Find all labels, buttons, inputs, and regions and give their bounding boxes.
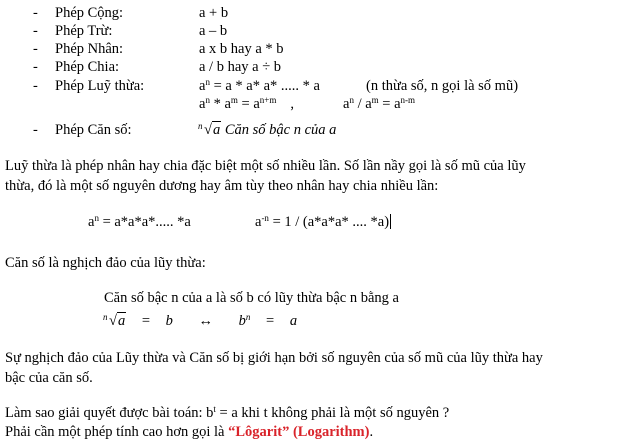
op-expr-subtraction: a – b [199, 23, 228, 39]
exponent: m [371, 95, 379, 105]
root-index: n [103, 312, 108, 322]
formula-positive-power [88, 214, 191, 231]
var-b: b [165, 313, 173, 329]
exponent: m [230, 95, 238, 105]
op-name-power: Phép Luỹ thừa: [55, 78, 145, 94]
operator: * a [209, 96, 231, 112]
radicand: a [212, 122, 221, 138]
root-definition-formula [104, 313, 297, 330]
exponent: n+m [259, 95, 277, 105]
root-description: Căn số bậc n của a [221, 122, 337, 138]
radical-sign: n √a [104, 313, 126, 330]
text-cursor [390, 214, 391, 229]
equals: = [266, 313, 275, 329]
power-note: (n thừa số, n gọi là số mũ) [366, 78, 519, 94]
logarithm-line [5, 424, 373, 441]
formula-negative-power [255, 214, 391, 231]
bullet-dash: - [33, 59, 38, 75]
equals: = a [237, 96, 260, 112]
product-expansion: = a*a*a*..... *a [98, 214, 191, 230]
paragraph-power-line1: Luỹ thừa là phép nhân hay chia đặc biệt một số nhiều lần. Số lần nầy gọi là số mũ của lũy [5, 158, 526, 174]
question-rest: = a khi t không phải là một số nguyên ? [215, 405, 450, 421]
logarithm-term: “Lôgarit” (Logarithm) [228, 424, 370, 440]
power-formula-line2 [199, 96, 294, 113]
bullet-dash: - [33, 41, 38, 57]
var-a: a [289, 313, 298, 329]
reciprocal-expansion: = 1 / (a*a*a* .... *a) [268, 214, 390, 230]
base-a: a [199, 96, 206, 112]
paragraph-power-line2: thừa, đó là một số nguyên dương hay âm tùy theo nhân hay chia nhiều lần: [5, 178, 439, 194]
op-name-division: Phép Chia: [55, 59, 120, 75]
exponent: n [94, 213, 99, 223]
operator: / a [353, 96, 372, 112]
root-formula [199, 122, 336, 139]
op-expr-multiplication: a x b hay a * b [199, 41, 284, 57]
equals: = [141, 313, 151, 329]
exponent: n [245, 312, 251, 322]
paragraph-inverse-line2: bậc của căn số. [5, 370, 93, 386]
power-formula-line1 [199, 78, 320, 95]
exponent: t [213, 404, 216, 414]
bullet-dash: - [33, 23, 38, 39]
op-name-multiplication: Phép Nhân: [55, 41, 124, 57]
op-name-root: Phép Căn số: [55, 122, 132, 138]
op-expr-division: a / b hay a ÷ b [199, 59, 282, 75]
question-line [5, 405, 449, 422]
bullet-dash: - [33, 122, 38, 138]
op-expr-addition: a + b [199, 5, 229, 21]
exponent: n [349, 95, 354, 105]
equals: = a [378, 96, 401, 112]
product-expansion: = a * a* a* ..... * a [209, 78, 320, 94]
root-definition-text: Căn số bậc n của a là số b có lũy thừa bậc n bằng a [104, 290, 399, 306]
equivalence-arrow: ↔ [198, 313, 214, 329]
base-a: a [88, 214, 95, 230]
exponent: n [205, 95, 210, 105]
exponent: -n [261, 213, 269, 223]
base-a: a [343, 96, 350, 112]
radicand: a [117, 313, 126, 329]
bullet-dash: - [33, 5, 38, 21]
power-formula-line2-div [343, 96, 415, 113]
logarithm-intro: Phải cần một phép tính cao hơn gọi là [5, 424, 229, 440]
op-name-addition: Phép Cộng: [55, 5, 124, 21]
bullet-dash: - [33, 78, 38, 94]
base-a: a [255, 214, 262, 230]
paragraph-root-intro: Căn số là nghịch đảo của lũy thừa: [5, 255, 206, 271]
question-start: Làm sao giải quyết được bài toán: b [5, 405, 214, 421]
paragraph-inverse-line1: Sự nghịch đảo của Lũy thừa và Căn số bị giới hạn bởi số nguyên của số mũ của lũy thừa hay [5, 350, 543, 366]
var-b: b [238, 313, 246, 329]
radical-sign: n √a [199, 122, 221, 139]
op-name-subtraction: Phép Trừ: [55, 23, 113, 39]
root-index: n [198, 121, 203, 131]
base-a: a [199, 78, 206, 94]
exponent: n [205, 77, 210, 87]
exponent: n-m [400, 95, 416, 105]
separator: , [290, 96, 294, 112]
period: . [369, 424, 374, 440]
